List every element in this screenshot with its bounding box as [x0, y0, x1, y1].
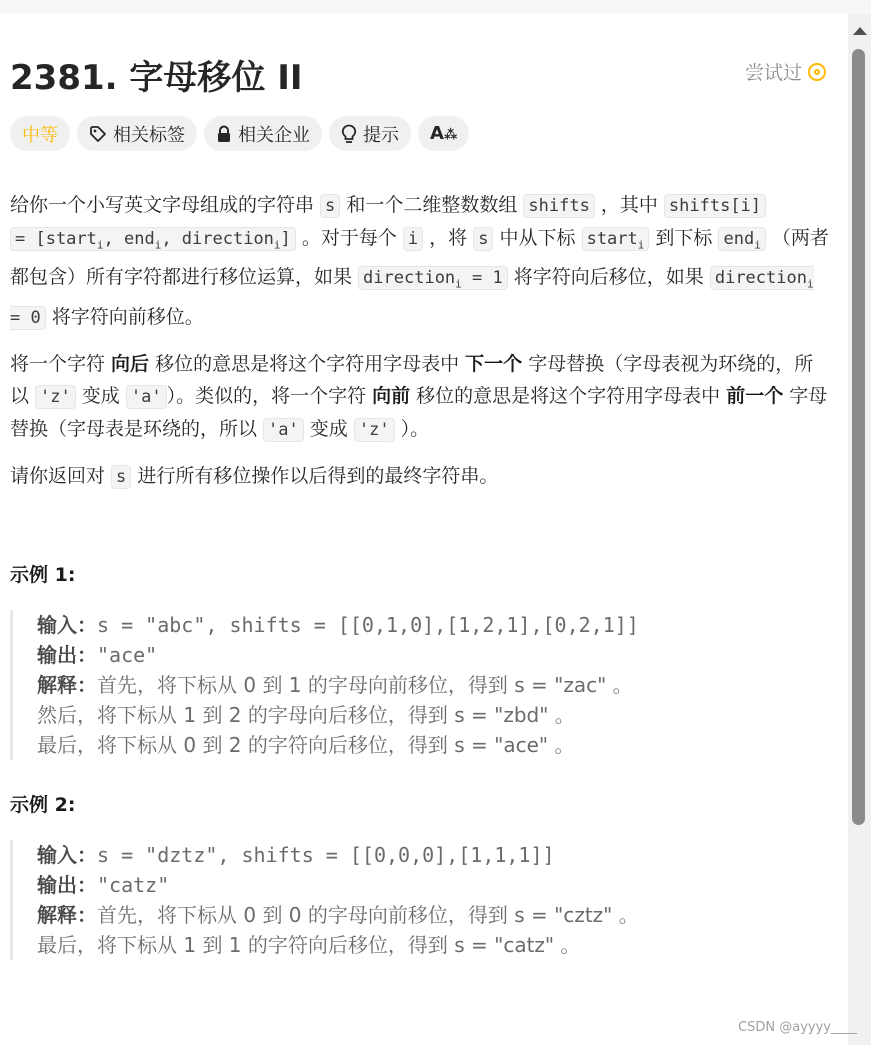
companies-label: 相关企业	[238, 124, 310, 146]
hints-button[interactable]	[329, 116, 411, 151]
companies-button[interactable]	[204, 116, 322, 151]
tag-icon	[89, 125, 107, 143]
difficulty-label: 中等	[22, 124, 58, 146]
watermark: CSDN @ayyyy____	[738, 1020, 857, 1035]
related-tags-label: 相关标签	[113, 124, 185, 146]
difficulty-badge	[10, 116, 70, 151]
target-ring-icon	[808, 63, 826, 81]
lock-icon	[216, 125, 232, 143]
scroll-thumb[interactable]	[852, 49, 865, 825]
problem-statement	[10, 189, 832, 507]
top-strip	[0, 0, 871, 14]
translate-icon: A⁂	[430, 123, 458, 144]
problem-title: 2381. 字母移位 II	[10, 58, 303, 98]
tried-label: 尝试过	[744, 62, 802, 84]
statement-paragraph-3: 请你返回对 s 进行所有移位操作以后得到的最终字符串。	[10, 464, 499, 487]
problem-description-panel	[0, 14, 848, 1045]
lightbulb-icon	[341, 124, 357, 144]
example-2-block: 输入：s = "dztz", shifts = [[0,0,0],[1,1,1]] 输出："catz" 解释：首先，将下标从 0 到 0 的字母向前移位，得到 s = "cztz" 。 最后，将下标从 1 到 1 的字符向后移位，得到 s = "catz" 。	[10, 840, 837, 960]
statement-paragraph-2: 将一个字符 向后 移位的意思是将这个字符用字母表中 下一个 字母替换（字母表视为环绕的，所以 'z' 变成 'a' ）。类似的，将一个字符 向前 移位的意思是将这个字符用字母表中 前一个 字母替换（字母表是环绕的，所以 'a' 变成 'z' ）。	[10, 352, 828, 440]
title-row	[10, 50, 826, 98]
statement-paragraph-1: 给你一个小写英文字母组成的字符串 s 和一个二维整数数组 shifts ，其中 shifts[i] = [start$_i$, end$_i$, direction$_i$] 。对于每个 i ，将 s 中从下标 start$_i$ 到下标 end$_i$ （两者都包含）所有字符都进行移位运算，如果 direction$_i$ = 1 将字符向后移位，如果 direction$_i$ = 0 将字符向前移位。	[10, 194, 829, 328]
tag-row	[10, 116, 469, 151]
example-2-title: 示例 2:	[10, 794, 76, 816]
vertical-scrollbar[interactable]	[848, 14, 871, 1045]
translate-button[interactable]	[418, 116, 469, 151]
related-tags-button[interactable]	[77, 116, 197, 151]
hints-label: 提示	[363, 124, 399, 146]
example-1-title: 示例 1:	[10, 564, 76, 586]
example-1-block: 输入：s = "abc", shifts = [[0,1,0],[1,2,1],[0,2,1]] 输出："ace" 解释：首先，将下标从 0 到 1 的字母向前移位，得到 s = "zac" 。 然后，将下标从 1 到 2 的字母向后移位，得到 s = "zbd" 。 最后，将下标从 0 到 2 的字符向后移位，得到 s = "ace" 。	[10, 610, 837, 760]
scroll-up-arrow-icon[interactable]	[853, 27, 867, 35]
tried-status[interactable]	[745, 58, 826, 85]
